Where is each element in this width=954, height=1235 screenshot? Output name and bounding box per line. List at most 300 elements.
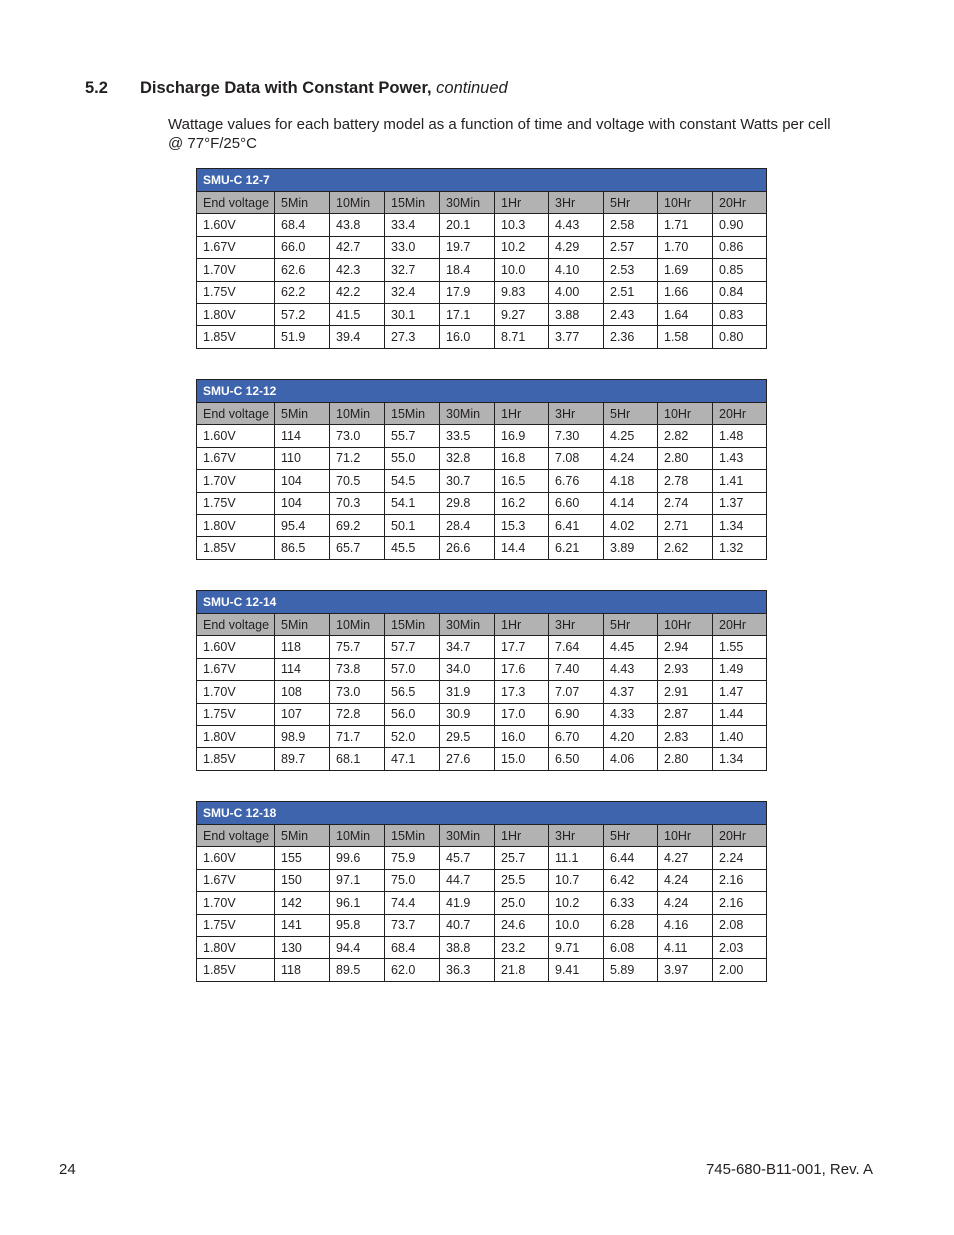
wattage-cell: 16.8 — [495, 447, 549, 469]
wattage-cell: 2.24 — [713, 847, 767, 869]
end-voltage-cell: 1.60V — [197, 425, 275, 447]
wattage-cell: 54.1 — [385, 492, 440, 514]
wattage-cell: 15.3 — [495, 514, 549, 536]
wattage-cell: 4.11 — [658, 936, 713, 958]
table-row — [197, 847, 767, 869]
column-header: 15Min — [385, 403, 440, 425]
wattage-cell: 4.20 — [604, 725, 658, 747]
column-header: 30Min — [440, 403, 495, 425]
wattage-cell: 1.49 — [713, 658, 767, 680]
wattage-cell: 68.1 — [330, 748, 385, 770]
wattage-cell: 18.4 — [440, 259, 495, 281]
wattage-cell: 17.0 — [495, 703, 549, 725]
wattage-cell: 29.5 — [440, 725, 495, 747]
column-header: 15Min — [385, 192, 440, 214]
table-row — [197, 725, 767, 747]
column-header: 3Hr — [549, 403, 604, 425]
wattage-cell: 72.8 — [330, 703, 385, 725]
column-header: 5Hr — [604, 825, 658, 847]
wattage-cell: 28.4 — [440, 514, 495, 536]
wattage-cell: 71.2 — [330, 447, 385, 469]
end-voltage-cell: 1.80V — [197, 514, 275, 536]
wattage-cell: 21.8 — [495, 959, 549, 981]
wattage-cell: 6.76 — [549, 470, 604, 492]
wattage-cell: 16.5 — [495, 470, 549, 492]
wattage-cell: 1.34 — [713, 514, 767, 536]
wattage-cell: 9.41 — [549, 959, 604, 981]
wattage-cell: 8.71 — [495, 326, 549, 348]
wattage-cell: 25.7 — [495, 847, 549, 869]
table-row — [197, 959, 767, 981]
wattage-cell: 89.7 — [275, 748, 330, 770]
wattage-cell: 56.5 — [385, 681, 440, 703]
end-voltage-cell: 1.70V — [197, 681, 275, 703]
wattage-cell: 30.9 — [440, 703, 495, 725]
wattage-cell: 1.48 — [713, 425, 767, 447]
wattage-cell: 86.5 — [275, 537, 330, 559]
wattage-cell: 1.58 — [658, 326, 713, 348]
section-heading — [85, 79, 508, 98]
wattage-cell: 45.5 — [385, 537, 440, 559]
end-voltage-cell: 1.85V — [197, 537, 275, 559]
table-title-row — [197, 169, 767, 192]
wattage-cell: 1.69 — [658, 259, 713, 281]
wattage-cell: 4.27 — [658, 847, 713, 869]
wattage-cell: 4.45 — [604, 636, 658, 658]
wattage-cell: 2.74 — [658, 492, 713, 514]
wattage-cell: 6.42 — [604, 869, 658, 891]
wattage-cell: 73.0 — [330, 681, 385, 703]
wattage-cell: 14.4 — [495, 537, 549, 559]
wattage-cell: 69.2 — [330, 514, 385, 536]
wattage-cell: 32.4 — [385, 281, 440, 303]
wattage-cell: 62.0 — [385, 959, 440, 981]
wattage-cell: 9.27 — [495, 303, 549, 325]
column-header: 5Hr — [604, 403, 658, 425]
wattage-cell: 95.4 — [275, 514, 330, 536]
wattage-cell: 4.25 — [604, 425, 658, 447]
discharge-table — [196, 801, 767, 982]
end-voltage-cell: 1.60V — [197, 636, 275, 658]
wattage-cell: 25.0 — [495, 892, 549, 914]
wattage-cell: 2.58 — [604, 214, 658, 236]
table-header-row — [197, 825, 767, 847]
wattage-cell: 11.1 — [549, 847, 604, 869]
discharge-table — [196, 590, 767, 771]
wattage-cell: 2.51 — [604, 281, 658, 303]
column-header: 30Min — [440, 825, 495, 847]
wattage-cell: 89.5 — [330, 959, 385, 981]
wattage-cell: 5.89 — [604, 959, 658, 981]
column-header: 5Min — [275, 614, 330, 636]
wattage-cell: 17.9 — [440, 281, 495, 303]
wattage-cell: 4.33 — [604, 703, 658, 725]
end-voltage-cell: 1.75V — [197, 281, 275, 303]
table-row — [197, 681, 767, 703]
wattage-cell: 56.0 — [385, 703, 440, 725]
wattage-cell: 29.8 — [440, 492, 495, 514]
wattage-cell: 65.7 — [330, 537, 385, 559]
wattage-cell: 17.7 — [495, 636, 549, 658]
wattage-cell: 41.9 — [440, 892, 495, 914]
wattage-cell: 4.29 — [549, 236, 604, 258]
wattage-cell: 62.2 — [275, 281, 330, 303]
table-title: SMU-C 12-7 — [197, 169, 767, 192]
end-voltage-cell: 1.70V — [197, 259, 275, 281]
wattage-cell: 2.03 — [713, 936, 767, 958]
wattage-cell: 1.71 — [658, 214, 713, 236]
column-header: 20Hr — [713, 825, 767, 847]
wattage-cell: 16.2 — [495, 492, 549, 514]
discharge-table — [196, 379, 767, 560]
wattage-cell: 141 — [275, 914, 330, 936]
wattage-cell: 68.4 — [385, 936, 440, 958]
wattage-cell: 2.08 — [713, 914, 767, 936]
wattage-cell: 10.0 — [549, 914, 604, 936]
table-title: SMU-C 12-18 — [197, 802, 767, 825]
column-header: 10Hr — [658, 825, 713, 847]
wattage-cell: 68.4 — [275, 214, 330, 236]
column-header: 30Min — [440, 614, 495, 636]
wattage-cell: 75.7 — [330, 636, 385, 658]
wattage-cell: 40.7 — [440, 914, 495, 936]
wattage-cell: 27.6 — [440, 748, 495, 770]
wattage-cell: 34.0 — [440, 658, 495, 680]
wattage-cell: 3.77 — [549, 326, 604, 348]
wattage-cell: 114 — [275, 425, 330, 447]
wattage-cell: 3.88 — [549, 303, 604, 325]
wattage-cell: 71.7 — [330, 725, 385, 747]
wattage-cell: 0.84 — [713, 281, 767, 303]
section-continued: continued — [436, 79, 508, 97]
wattage-cell: 1.44 — [713, 703, 767, 725]
end-voltage-cell: 1.75V — [197, 492, 275, 514]
wattage-cell: 42.3 — [330, 259, 385, 281]
table-title: SMU-C 12-12 — [197, 380, 767, 403]
wattage-cell: 2.94 — [658, 636, 713, 658]
wattage-cell: 9.71 — [549, 936, 604, 958]
wattage-cell: 42.7 — [330, 236, 385, 258]
end-voltage-cell: 1.67V — [197, 236, 275, 258]
wattage-cell: 23.2 — [495, 936, 549, 958]
wattage-cell: 3.89 — [604, 537, 658, 559]
column-header: 10Min — [330, 825, 385, 847]
wattage-cell: 95.8 — [330, 914, 385, 936]
wattage-cell: 6.08 — [604, 936, 658, 958]
end-voltage-cell: 1.85V — [197, 748, 275, 770]
wattage-cell: 33.4 — [385, 214, 440, 236]
wattage-cell: 0.90 — [713, 214, 767, 236]
wattage-cell: 75.0 — [385, 869, 440, 891]
wattage-cell: 4.24 — [658, 869, 713, 891]
column-header: 5Hr — [604, 614, 658, 636]
wattage-cell: 15.0 — [495, 748, 549, 770]
table-title-row — [197, 802, 767, 825]
wattage-cell: 26.6 — [440, 537, 495, 559]
column-header: 20Hr — [713, 192, 767, 214]
table-row — [197, 492, 767, 514]
column-header: 10Hr — [658, 192, 713, 214]
end-voltage-cell: 1.60V — [197, 214, 275, 236]
wattage-cell: 2.83 — [658, 725, 713, 747]
wattage-cell: 2.57 — [604, 236, 658, 258]
table-row — [197, 425, 767, 447]
wattage-cell: 1.47 — [713, 681, 767, 703]
wattage-cell: 20.1 — [440, 214, 495, 236]
document-id: 745-680-B11-001, Rev. A — [705, 1161, 873, 1178]
table-row — [197, 303, 767, 325]
column-header: 10Hr — [658, 403, 713, 425]
wattage-cell: 0.85 — [713, 259, 767, 281]
wattage-cell: 19.7 — [440, 236, 495, 258]
column-header: 1Hr — [495, 825, 549, 847]
wattage-cell: 73.7 — [385, 914, 440, 936]
wattage-cell: 2.16 — [713, 892, 767, 914]
wattage-cell: 70.3 — [330, 492, 385, 514]
end-voltage-cell: 1.85V — [197, 326, 275, 348]
wattage-cell: 54.5 — [385, 470, 440, 492]
wattage-cell: 4.24 — [658, 892, 713, 914]
wattage-cell: 10.0 — [495, 259, 549, 281]
table-row — [197, 447, 767, 469]
column-header: 30Min — [440, 192, 495, 214]
end-voltage-cell: 1.60V — [197, 847, 275, 869]
wattage-cell: 17.1 — [440, 303, 495, 325]
section-number: 5.2 — [85, 79, 108, 97]
table-row — [197, 537, 767, 559]
column-header: 10Min — [330, 192, 385, 214]
wattage-cell: 44.7 — [440, 869, 495, 891]
wattage-cell: 7.30 — [549, 425, 604, 447]
table-row — [197, 236, 767, 258]
table-row — [197, 214, 767, 236]
wattage-cell: 57.0 — [385, 658, 440, 680]
wattage-cell: 4.37 — [604, 681, 658, 703]
table-row — [197, 658, 767, 680]
table-header-row — [197, 403, 767, 425]
column-header: 20Hr — [713, 614, 767, 636]
wattage-cell: 6.60 — [549, 492, 604, 514]
wattage-cell: 1.37 — [713, 492, 767, 514]
wattage-cell: 38.8 — [440, 936, 495, 958]
wattage-cell: 1.66 — [658, 281, 713, 303]
wattage-cell: 4.06 — [604, 748, 658, 770]
wattage-cell: 2.91 — [658, 681, 713, 703]
wattage-cell: 1.40 — [713, 725, 767, 747]
wattage-cell: 51.9 — [275, 326, 330, 348]
end-voltage-cell: 1.80V — [197, 725, 275, 747]
end-voltage-cell: 1.80V — [197, 303, 275, 325]
wattage-cell: 6.28 — [604, 914, 658, 936]
wattage-cell: 2.78 — [658, 470, 713, 492]
wattage-cell: 31.9 — [440, 681, 495, 703]
wattage-cell: 2.00 — [713, 959, 767, 981]
column-header: 3Hr — [549, 192, 604, 214]
discharge-table — [196, 168, 767, 349]
wattage-cell: 2.80 — [658, 748, 713, 770]
table-row — [197, 514, 767, 536]
wattage-cell: 55.0 — [385, 447, 440, 469]
wattage-cell: 10.7 — [549, 869, 604, 891]
wattage-cell: 7.07 — [549, 681, 604, 703]
wattage-cell: 7.64 — [549, 636, 604, 658]
wattage-cell: 2.43 — [604, 303, 658, 325]
wattage-cell: 142 — [275, 892, 330, 914]
column-header: 5Hr — [604, 192, 658, 214]
wattage-cell: 24.6 — [495, 914, 549, 936]
wattage-cell: 118 — [275, 636, 330, 658]
wattage-cell: 4.10 — [549, 259, 604, 281]
wattage-cell: 110 — [275, 447, 330, 469]
column-header: 10Hr — [658, 614, 713, 636]
column-header: 10Min — [330, 614, 385, 636]
wattage-cell: 33.5 — [440, 425, 495, 447]
wattage-cell: 45.7 — [440, 847, 495, 869]
column-header: 1Hr — [495, 192, 549, 214]
wattage-cell: 32.7 — [385, 259, 440, 281]
table-row — [197, 869, 767, 891]
wattage-cell: 107 — [275, 703, 330, 725]
wattage-cell: 17.3 — [495, 681, 549, 703]
column-header: End voltage — [197, 825, 275, 847]
wattage-cell: 150 — [275, 869, 330, 891]
wattage-cell: 6.21 — [549, 537, 604, 559]
column-header: 1Hr — [495, 614, 549, 636]
wattage-cell: 25.5 — [495, 869, 549, 891]
wattage-cell: 57.7 — [385, 636, 440, 658]
table-row — [197, 636, 767, 658]
column-header: 20Hr — [713, 403, 767, 425]
end-voltage-cell: 1.70V — [197, 892, 275, 914]
wattage-cell: 130 — [275, 936, 330, 958]
wattage-cell: 2.87 — [658, 703, 713, 725]
column-header: 5Min — [275, 825, 330, 847]
column-header: 3Hr — [549, 614, 604, 636]
table-row — [197, 259, 767, 281]
wattage-cell: 52.0 — [385, 725, 440, 747]
wattage-cell: 66.0 — [275, 236, 330, 258]
wattage-cell: 50.1 — [385, 514, 440, 536]
column-header: 5Min — [275, 192, 330, 214]
wattage-cell: 96.1 — [330, 892, 385, 914]
wattage-cell: 62.6 — [275, 259, 330, 281]
wattage-cell: 4.02 — [604, 514, 658, 536]
wattage-cell: 41.5 — [330, 303, 385, 325]
end-voltage-cell: 1.80V — [197, 936, 275, 958]
wattage-cell: 10.2 — [495, 236, 549, 258]
wattage-cell: 1.32 — [713, 537, 767, 559]
wattage-cell: 10.2 — [549, 892, 604, 914]
wattage-cell: 43.8 — [330, 214, 385, 236]
wattage-cell: 108 — [275, 681, 330, 703]
wattage-cell: 6.33 — [604, 892, 658, 914]
wattage-cell: 47.1 — [385, 748, 440, 770]
wattage-cell: 32.8 — [440, 447, 495, 469]
wattage-cell: 16.9 — [495, 425, 549, 447]
table-row — [197, 914, 767, 936]
wattage-cell: 10.3 — [495, 214, 549, 236]
table-row — [197, 748, 767, 770]
wattage-cell: 1.41 — [713, 470, 767, 492]
wattage-cell: 75.9 — [385, 847, 440, 869]
wattage-cell: 2.53 — [604, 259, 658, 281]
column-header: End voltage — [197, 403, 275, 425]
wattage-cell: 16.0 — [440, 326, 495, 348]
wattage-cell: 4.24 — [604, 447, 658, 469]
wattage-cell: 4.18 — [604, 470, 658, 492]
column-header: End voltage — [197, 192, 275, 214]
wattage-cell: 30.7 — [440, 470, 495, 492]
wattage-cell: 1.34 — [713, 748, 767, 770]
wattage-cell: 7.40 — [549, 658, 604, 680]
wattage-cell: 94.4 — [330, 936, 385, 958]
wattage-cell: 6.44 — [604, 847, 658, 869]
end-voltage-cell: 1.67V — [197, 869, 275, 891]
end-voltage-cell: 1.70V — [197, 470, 275, 492]
wattage-cell: 6.70 — [549, 725, 604, 747]
wattage-cell: 42.2 — [330, 281, 385, 303]
wattage-cell: 114 — [275, 658, 330, 680]
end-voltage-cell: 1.67V — [197, 447, 275, 469]
wattage-cell: 4.43 — [604, 658, 658, 680]
wattage-cell: 7.08 — [549, 447, 604, 469]
wattage-cell: 4.14 — [604, 492, 658, 514]
column-header: 10Min — [330, 403, 385, 425]
end-voltage-cell: 1.75V — [197, 703, 275, 725]
column-header: 15Min — [385, 614, 440, 636]
table-title-row — [197, 380, 767, 403]
wattage-cell: 4.00 — [549, 281, 604, 303]
wattage-cell: 2.36 — [604, 326, 658, 348]
wattage-cell: 0.80 — [713, 326, 767, 348]
end-voltage-cell: 1.75V — [197, 914, 275, 936]
wattage-cell: 1.64 — [658, 303, 713, 325]
wattage-cell: 98.9 — [275, 725, 330, 747]
wattage-cell: 2.80 — [658, 447, 713, 469]
table-title-row — [197, 591, 767, 614]
table-row — [197, 281, 767, 303]
page-number: 24 — [59, 1161, 76, 1178]
wattage-cell: 6.50 — [549, 748, 604, 770]
table-row — [197, 326, 767, 348]
wattage-cell: 55.7 — [385, 425, 440, 447]
wattage-cell: 33.0 — [385, 236, 440, 258]
column-header: 5Min — [275, 403, 330, 425]
table-row — [197, 470, 767, 492]
wattage-cell: 70.5 — [330, 470, 385, 492]
column-header: End voltage — [197, 614, 275, 636]
wattage-cell: 6.90 — [549, 703, 604, 725]
table-header-row — [197, 192, 767, 214]
wattage-cell: 104 — [275, 470, 330, 492]
wattage-cell: 97.1 — [330, 869, 385, 891]
wattage-cell: 39.4 — [330, 326, 385, 348]
column-header: 3Hr — [549, 825, 604, 847]
column-header: 1Hr — [495, 403, 549, 425]
table-title: SMU-C 12-14 — [197, 591, 767, 614]
wattage-cell: 36.3 — [440, 959, 495, 981]
wattage-cell: 0.83 — [713, 303, 767, 325]
end-voltage-cell: 1.85V — [197, 959, 275, 981]
wattage-cell: 2.93 — [658, 658, 713, 680]
wattage-cell: 0.86 — [713, 236, 767, 258]
table-row — [197, 936, 767, 958]
wattage-cell: 6.41 — [549, 514, 604, 536]
column-header: 15Min — [385, 825, 440, 847]
wattage-cell: 99.6 — [330, 847, 385, 869]
wattage-cell: 104 — [275, 492, 330, 514]
wattage-cell: 2.62 — [658, 537, 713, 559]
